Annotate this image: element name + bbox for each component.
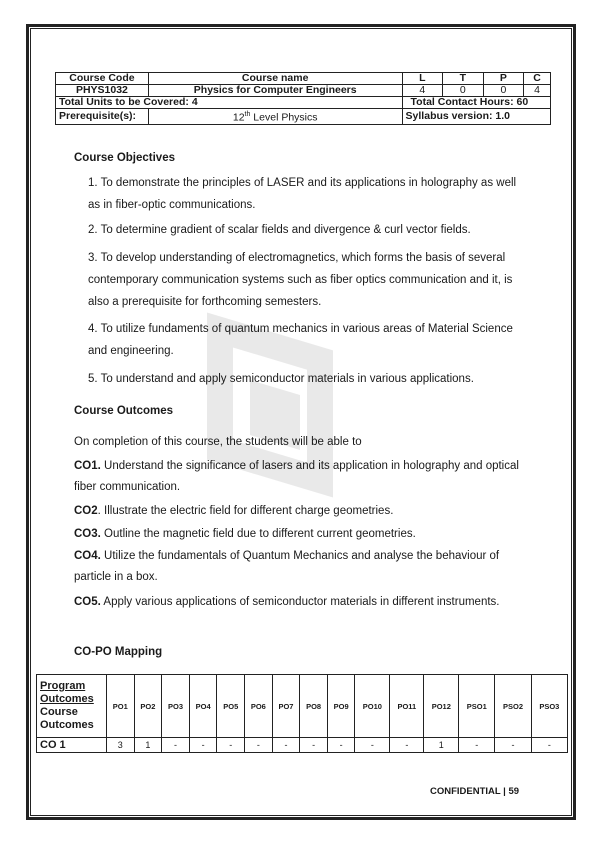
objective-item: 5. To understand and apply semiconductor materials in various applications. bbox=[88, 373, 474, 385]
outcome-item: CO5. Apply various applications of semiconductor materials in different instruments. bbox=[74, 596, 500, 608]
mapping-title: CO-PO Mapping bbox=[74, 646, 163, 658]
mapping-cell: - bbox=[162, 738, 190, 753]
total-units: Total Units to be Covered: 4 bbox=[56, 97, 403, 109]
outcome-item: CO1. Understand the significance of lasers and its application in holography and optical fiber communication. bbox=[74, 460, 519, 493]
co-po-mapping-table bbox=[36, 674, 568, 753]
prerequisite-label: Prerequisite(s): bbox=[56, 109, 149, 125]
outcomes-intro: On completion of this course, the students will be able to bbox=[74, 436, 362, 448]
outcome-item: CO3. Outline the magnetic field due to different current geometries. bbox=[74, 528, 416, 540]
value-p: 0 bbox=[483, 85, 524, 97]
mapping-cell: 3 bbox=[107, 738, 135, 753]
mapping-column-header: PO6 bbox=[245, 675, 273, 738]
course-code: PHYS1032 bbox=[56, 85, 149, 97]
mapping-column-header: PO1 bbox=[107, 675, 135, 738]
value-l: 4 bbox=[402, 85, 443, 97]
mapping-column-header: PO12 bbox=[424, 675, 459, 738]
mapping-column-header: PSO2 bbox=[495, 675, 531, 738]
total-hours: Total Contact Hours: 60 bbox=[402, 97, 550, 109]
outcome-item: CO2. Illustrate the electric field for different charge geometries. bbox=[74, 505, 394, 517]
mapping-column-header: PO2 bbox=[134, 675, 162, 738]
objectives-title: Course Objectives bbox=[74, 152, 175, 164]
mapping-row-label: CO 1 bbox=[37, 738, 107, 753]
col-course-name: Course name bbox=[148, 73, 402, 85]
mapping-cell: 1 bbox=[424, 738, 459, 753]
mapping-column-header: PO10 bbox=[355, 675, 390, 738]
page-footer: CONFIDENTIAL | 59 bbox=[430, 786, 520, 797]
mapping-cell: - bbox=[300, 738, 328, 753]
objective-item: 3. To develop understanding of electromagnetics, which forms the basis of several contemporary communication systems such as fiber optics communication and it, is also a prerequisite for forthcoming semesters. bbox=[88, 252, 513, 308]
mapping-cell: - bbox=[495, 738, 531, 753]
mapping-column-header: PO8 bbox=[300, 675, 328, 738]
objective-item: 4. To utilize fundaments of quantum mechanics in various areas of Material Science and engineering. bbox=[88, 323, 513, 357]
course-name: Physics for Computer Engineers bbox=[148, 85, 402, 97]
objective-item: 2. To determine gradient of scalar fields and divergence & curl vector fields. bbox=[88, 224, 471, 236]
mapping-column-header: PO7 bbox=[272, 675, 300, 738]
mapping-cell: - bbox=[327, 738, 355, 753]
col-l: L bbox=[402, 73, 443, 85]
mapping-corner-header: Program Outcomes Course Outcomes bbox=[37, 675, 107, 738]
mapping-cell: - bbox=[189, 738, 217, 753]
col-p: P bbox=[483, 73, 524, 85]
mapping-cell: - bbox=[355, 738, 390, 753]
mapping-column-header: PSO3 bbox=[531, 675, 567, 738]
value-t: 0 bbox=[443, 85, 484, 97]
mapping-column-header: PO9 bbox=[327, 675, 355, 738]
course-header-table bbox=[55, 72, 551, 125]
mapping-cell: - bbox=[459, 738, 495, 753]
col-course-code: Course Code bbox=[56, 73, 149, 85]
mapping-cell: - bbox=[245, 738, 273, 753]
mapping-cell: - bbox=[390, 738, 424, 753]
outcomes-title: Course Outcomes bbox=[74, 405, 174, 417]
mapping-cell: - bbox=[272, 738, 300, 753]
mapping-column-header: PO3 bbox=[162, 675, 190, 738]
objective-item: 1. To demonstrate the principles of LASER and its applications in holography as well as in fiber-optic communications. bbox=[88, 177, 517, 211]
col-c: C bbox=[524, 73, 551, 85]
mapping-cell: - bbox=[531, 738, 567, 753]
mapping-column-header: PO4 bbox=[189, 675, 217, 738]
col-t: T bbox=[443, 73, 484, 85]
mapping-column-header: PSO1 bbox=[459, 675, 495, 738]
outcome-item: CO4. Utilize the fundamentals of Quantum Mechanics and analyse the behaviour of particle in a box. bbox=[74, 550, 500, 583]
mapping-cell: - bbox=[217, 738, 245, 753]
prerequisite-value: 12th Level Physics bbox=[148, 109, 402, 125]
syllabus-version: Syllabus version: 1.0 bbox=[402, 109, 550, 125]
mapping-column-header: PO5 bbox=[217, 675, 245, 738]
mapping-column-header: PO11 bbox=[390, 675, 424, 738]
mapping-cell: 1 bbox=[134, 738, 162, 753]
value-c: 4 bbox=[524, 85, 551, 97]
